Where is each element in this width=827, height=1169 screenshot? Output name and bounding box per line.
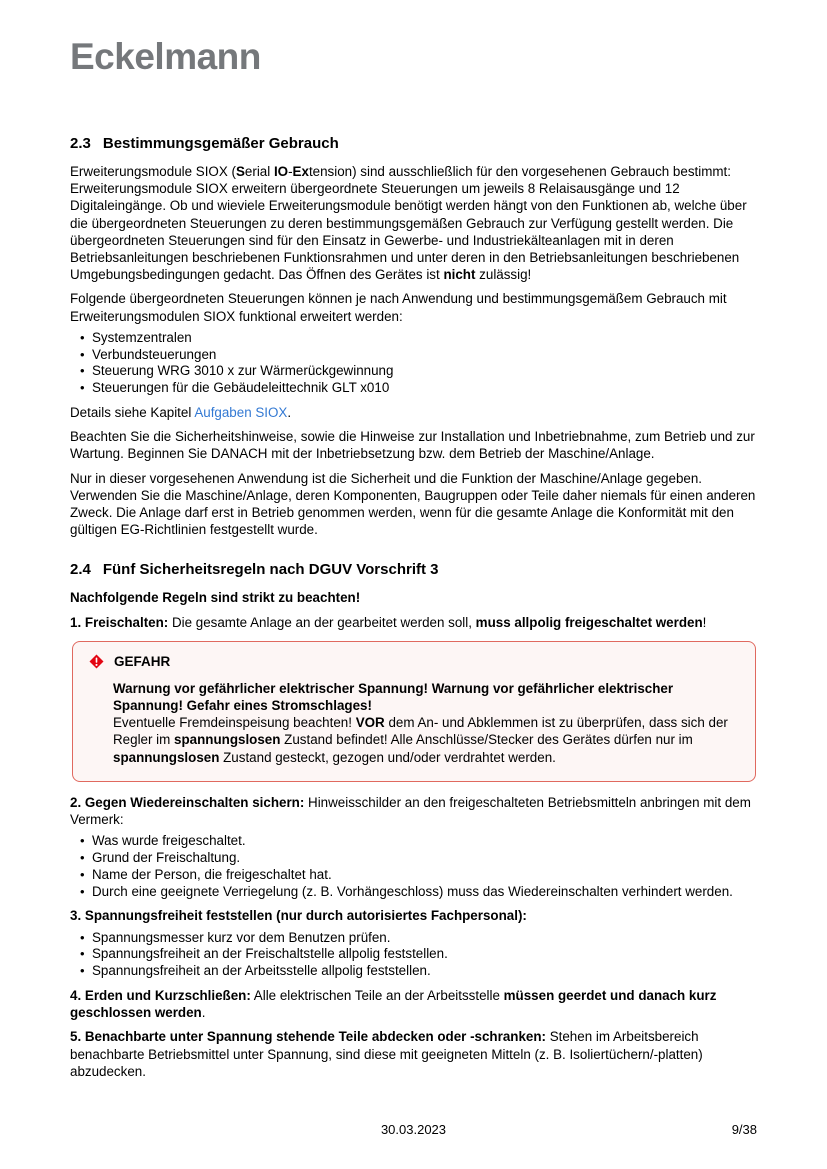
- list-item: • Spannungsmesser kurz vor dem Benutzen prüfen.: [70, 930, 757, 947]
- list-item: • Name der Person, die freigeschaltet hat.: [70, 867, 757, 884]
- paragraph-usage-intro: [70, 163, 757, 283]
- bold-text: Ex: [292, 164, 309, 179]
- rule-3-list: [70, 930, 757, 980]
- danger-header: [89, 654, 739, 669]
- danger-warning-box: [72, 641, 756, 782]
- bold-text: IO: [273, 164, 289, 179]
- list-item: • Grund der Freischaltung.: [70, 850, 757, 867]
- text-segment: Eventuelle Fremdeinspeisung beachten!: [113, 715, 356, 731]
- text-segment: .: [201, 1005, 206, 1021]
- rule-2-list: [70, 833, 757, 900]
- paragraph-details-link: [70, 404, 757, 421]
- paragraph-safety-notes: Beachten Sie die Sicherheitshinweise, sowie die Hinweise zur Installation und Inbetriebnahme, zum Betrieb und zur Wartung. Beginnen Sie DANACH mit der Inbetriebsetzung bzw. dem Betrieb der Maschine/Anlage.: [70, 429, 755, 462]
- text-segment: Stehen im Arbeitsbereich benachbarte Betriebsmittel unter Spannung, sind diese mit geeigneten Mitteln (z. B. Isoliertüchern/-platten) abzudecken.: [70, 1029, 703, 1079]
- bold-text: 1. Freischalten:: [70, 614, 169, 630]
- text-segment: erial: [244, 164, 274, 179]
- danger-diamond-icon: [89, 654, 104, 669]
- bold-text: müssen geerdet und danach kurz geschlossen werden: [70, 988, 717, 1021]
- bold-text: 4. Erden und Kurzschließen:: [70, 988, 251, 1004]
- section-2-4-number: 2.4: [70, 561, 91, 579]
- paragraph-intended-use: Nur in dieser vorgesehenen Anwendung ist die Sicherheit und die Funktion der Maschine/Anlage gegeben. Verwenden Sie die Maschine/Anlage, deren Komponenten, Baugruppen oder Teile daher niemals für einen anderen Zweck. Die Anlage darf erst in Betrieb genommen werden, wenn für die gesamte Anlage die Konformität mit den gültigen EG-Richtlinien festgestellt wurde.: [70, 470, 756, 538]
- bold-text: S: [235, 164, 245, 179]
- bold-text: 2. Gegen Wiedereinschalten sichern:: [70, 794, 305, 810]
- text-segment: Details siehe Kapitel: [70, 405, 195, 421]
- section-2-3-number: 2.3: [70, 135, 91, 152]
- list-item: • Systemzentralen: [70, 330, 757, 347]
- rules-intro: Nachfolgende Regeln sind strikt zu beachten!: [70, 590, 361, 606]
- rule-3: 3. Spannungsfreiheit feststellen (nur durch autorisiertes Fachpersonal):: [70, 908, 527, 924]
- bold-text: 5. Benachbarte unter Spannung stehende Teile abdecken oder -schranken:: [70, 1029, 546, 1045]
- text-segment: zulässig!: [475, 267, 532, 283]
- text-segment: Die gesamte Anlage an der gearbeitet werden soll,: [168, 614, 476, 630]
- rule-5: [70, 1028, 757, 1080]
- list-item: • Durch eine geeignete Verriegelung (z. B. Vorhängeschloss) muss das Wiedereinschalten verhindert werden.: [70, 884, 757, 901]
- text-segment: Zustand befindet! Alle Anschlüsse/Stecker des Gerätes dürfen nur im: [280, 732, 693, 748]
- eckelmann-logo: Eckelmann: [70, 36, 261, 77]
- list-item: • Spannungsfreiheit an der Freischaltstelle allpolig feststellen.: [70, 946, 757, 963]
- section-2-4-heading: [70, 561, 757, 578]
- text-segment: !: [702, 614, 707, 630]
- list-item: • Verbundsteuerungen: [70, 347, 757, 364]
- footer-page-number: 9/38: [731, 1122, 757, 1137]
- text-segment: Erweiterungsmodule SIOX (: [70, 164, 236, 179]
- danger-body: [113, 714, 739, 766]
- list-item: • Steuerung WRG 3010 x zur Wärmerückgewinnung: [70, 363, 757, 380]
- list-item: • Was wurde freigeschaltet.: [70, 833, 757, 850]
- bold-text: nicht: [443, 267, 476, 283]
- text-segment: dem An- und Abklemmen ist zu überprüfen, dass sich der Regler im: [113, 715, 728, 748]
- bold-text: muss allpolig freigeschaltet werden: [475, 614, 703, 630]
- bold-text: spannungslosen: [174, 732, 281, 748]
- footer-date: 30.03.2023: [380, 1122, 447, 1137]
- document-page: [70, 0, 757, 1080]
- text-segment: .: [287, 405, 292, 421]
- aufgaben-siox-link[interactable]: Aufgaben SIOX: [194, 405, 288, 421]
- danger-headline: Warnung vor gefährlicher elektrischer Spannung! Warnung vor gefährlicher elektrischer Spannung! Gefahr eines Stromschlages!: [113, 680, 674, 714]
- text-segment: Alle elektrischen Teile an der Arbeitsstelle: [250, 988, 504, 1004]
- bold-text: VOR: [355, 715, 385, 731]
- section-2-4-title: Fünf Sicherheitsregeln nach DGUV Vorschrift 3: [102, 561, 439, 579]
- text-segment: tension) sind ausschließlich für den vorgesehenen Gebrauch bestimmt: Erweiterungsmodule SIOX erweitern übergeordnete Steuerungen um jeweils 8 Relaisausgänge und 12 Digitaleingänge. Ob und wieviele Erweiterungsmodule benötigt werden hängt von den Funktionen ab, welche über die übergeordneten Steuerungen zu deren bestimmungsgemäßen Gebrauch zur Verfügung gestellt werden. Die übergeordneten Steuerungen sind für den Einsatz in Gewerbe- und Industriekälteanlagen mit in deren Betriebsanleitungen beschriebenen Funktionsrahmen und unter deren in den Betriebsanleitungen beschriebenen Umgebungsbedingungen gedacht. Das Öffnen des Gerätes ist: [70, 164, 747, 283]
- section-2-3-heading: [70, 135, 757, 152]
- danger-title: GEFAHR: [114, 653, 171, 669]
- rule-1: [70, 614, 757, 631]
- rule-4: [70, 987, 757, 1021]
- bold-text: spannungslosen: [113, 749, 220, 765]
- rule-2: [70, 794, 757, 828]
- text-segment: -: [288, 164, 293, 179]
- text-segment: Zustand gesteckt, gezogen und/oder verdrahtet werden.: [219, 749, 556, 765]
- list-item: • Spannungsfreiheit an der Arbeitsstelle allpolig feststellen.: [70, 963, 757, 980]
- list-item: • Steuerungen für die Gebäudeleittechnik GLT x010: [70, 380, 757, 397]
- controller-list: [70, 330, 757, 397]
- text-segment: Hinweisschilder an den freigeschalteten Betriebsmitteln anbringen mit dem Vermerk:: [70, 794, 751, 828]
- paragraph-controllers-intro: Folgende übergeordneten Steuerungen können je nach Anwendung und bestimmungsgemäßem Gebrauch mit Erweiterungsmodulen SIOX funktional erweitert werden:: [70, 291, 727, 324]
- section-2-3-title: Bestimmungsgemäßer Gebrauch: [102, 135, 339, 152]
